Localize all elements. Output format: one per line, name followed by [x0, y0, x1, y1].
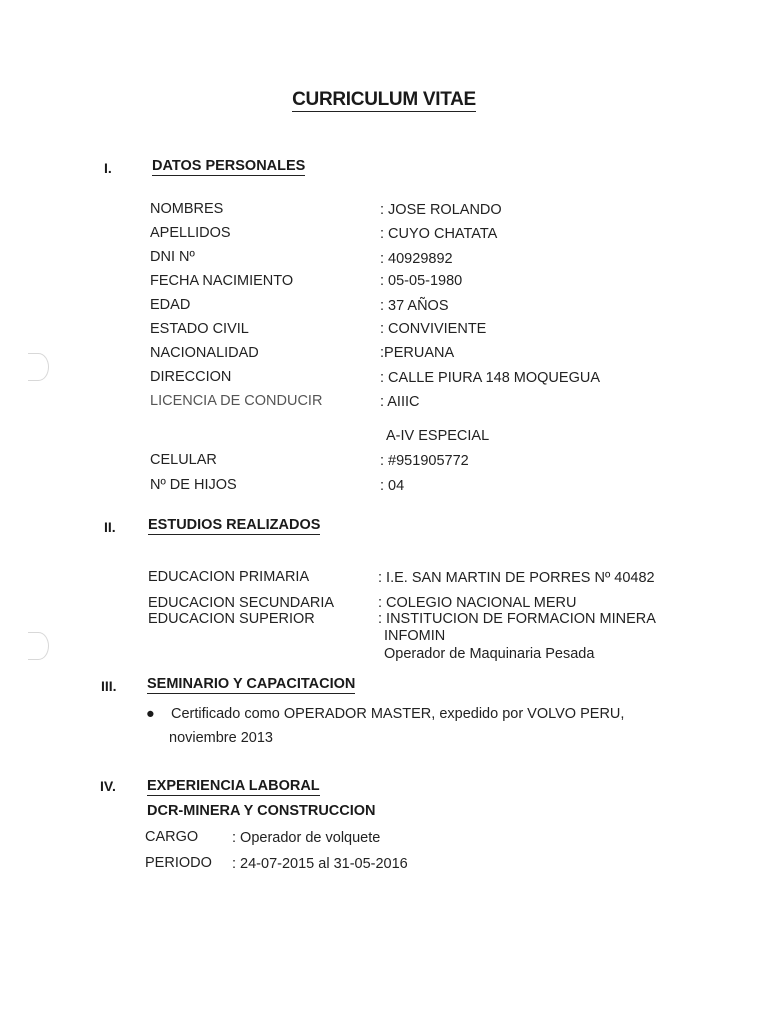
- field-label-superior: EDUCACION SUPERIOR: [148, 611, 315, 627]
- periodo-label: PERIODO: [145, 855, 212, 871]
- field-value-apellidos: : CUYO CHATATA: [380, 226, 498, 242]
- field-label-dni: DNI Nº: [150, 249, 195, 265]
- section-number-seminars: III.: [101, 678, 117, 694]
- field-value-nombres: : JOSE ROLANDO: [380, 202, 502, 218]
- field-value-superior: : INSTITUCION DE FORMACION MINERA: [378, 611, 656, 627]
- field-label-celular: CELULAR: [150, 452, 217, 468]
- field-value-hijos: : 04: [380, 478, 405, 494]
- section-number-studies: II.: [104, 519, 116, 535]
- section-heading-personal: DATOS PERSONALES: [152, 158, 306, 174]
- field-label-direccion: DIRECCION: [150, 369, 232, 385]
- field-label-apellidos: APELLIDOS: [150, 225, 231, 241]
- field-value-direccion: : CALLE PIURA 148 MOQUEGUA: [380, 370, 600, 386]
- field-value-superior-3: Operador de Maquinaria Pesada: [384, 646, 595, 662]
- field-label-secundaria: EDUCACION SECUNDARIA: [148, 595, 335, 611]
- periodo-value: : 24-07-2015 al 31-05-2016: [232, 856, 408, 872]
- field-value-estado-civil: : CONVIVIENTE: [380, 321, 487, 337]
- field-label-fecha-nacimiento: FECHA NACIMIENTO: [150, 273, 294, 289]
- company-name: DCR-MINERA Y CONSTRUCCION: [147, 803, 376, 819]
- field-value-primaria: : I.E. SAN MARTIN DE PORRES Nº 40482: [378, 570, 655, 586]
- page-title: [0, 89, 768, 111]
- field-label-nacionalidad: NACIONALIDAD: [150, 345, 259, 361]
- seminar-line-2: noviembre 2013: [169, 730, 273, 746]
- bullet-dot: ●: [146, 706, 155, 722]
- field-value-fecha-nacimiento: : 05-05-1980: [380, 273, 463, 289]
- field-value-nacionalidad: :PERUANA: [380, 345, 455, 361]
- punch-hole-bottom: [28, 632, 49, 660]
- section-number-experience: IV.: [100, 778, 116, 794]
- title-text: CURRICULUM VITAE: [292, 89, 476, 110]
- field-label-nombres: NOMBRES: [150, 201, 224, 217]
- field-value-secundaria: : COLEGIO NACIONAL MERU: [378, 595, 577, 611]
- punch-hole-top: [28, 353, 49, 381]
- field-label-licencia: LICENCIA DE CONDUCIR: [150, 393, 323, 409]
- field-label-edad: EDAD: [150, 297, 191, 313]
- cargo-value: : Operador de volquete: [232, 830, 381, 846]
- section-number-personal: I.: [104, 160, 112, 176]
- field-value-dni: : 40929892: [380, 251, 453, 267]
- field-value-superior-2: INFOMIN: [384, 628, 446, 644]
- field-value-celular: : #951905772: [380, 453, 469, 469]
- seminar-line-1: Certificado como OPERADOR MASTER, expedido por VOLVO PERU,: [171, 706, 625, 722]
- section-heading-seminars: SEMINARIO Y CAPACITACION: [147, 676, 356, 692]
- field-value-edad: : 37 AÑOS: [380, 298, 449, 314]
- field-label-primaria: EDUCACION PRIMARIA: [148, 569, 310, 585]
- section-heading-studies: ESTUDIOS REALIZADOS: [148, 517, 321, 533]
- field-value-licencia: : AIIIC: [380, 394, 420, 410]
- field-label-hijos: Nº DE HIJOS: [150, 477, 237, 493]
- cargo-label: CARGO: [145, 829, 199, 845]
- field-value-licencia-2: A-IV ESPECIAL: [386, 428, 490, 444]
- section-heading-experience: EXPERIENCIA LABORAL: [147, 778, 320, 794]
- field-label-estado-civil: ESTADO CIVIL: [150, 321, 249, 337]
